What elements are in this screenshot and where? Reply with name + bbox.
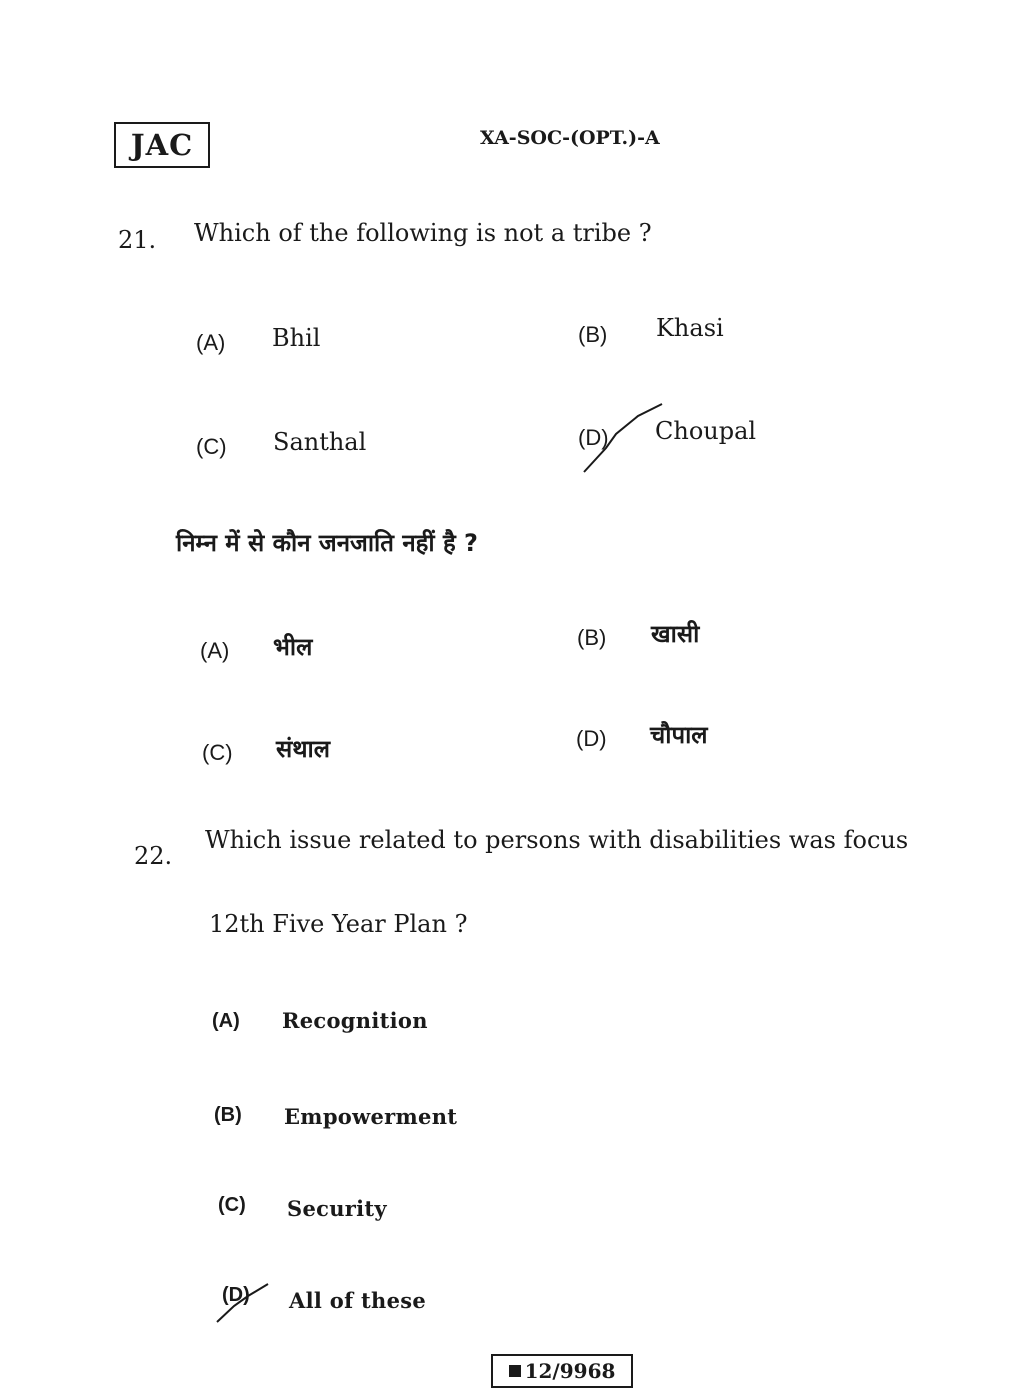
q21-hindi-option-b-text: खासी [651,620,700,648]
q21-option-a-text: Bhil [272,324,321,352]
q21-option-c-text: Santhal [273,428,367,456]
q21-hindi-option-c-text: संथाल [276,735,331,763]
question-21-text: Which of the following is not a tribe ? [194,219,652,247]
q22-option-b-text: Empowerment [284,1104,458,1129]
q21-hindi-option-d-label: (D) [576,726,607,751]
q21-hindi-option-a-text: भील [273,633,313,661]
q22-option-d-label: (D) [222,1284,250,1306]
q21-hindi-option-c-label: (C) [202,740,233,765]
q22-option-c-label: (C) [218,1194,246,1216]
page-code-box [491,1354,633,1388]
q21-option-d-text: Choupal [655,417,757,445]
question-21-number: 21. [118,226,157,254]
square-bullet-icon [509,1365,521,1377]
q21-option-c-label: (C) [196,434,227,459]
q21-option-b-text: Khasi [656,314,724,342]
q22-option-c-text: Security [287,1196,387,1221]
question-22-text-line2: 12th Five Year Plan ? [209,910,468,938]
q21-option-a-label: (A) [196,330,226,355]
question-22-text-line1: Which issue related to persons with disabilities was focus [205,826,909,854]
q22-answer-tick-mark [214,1280,274,1326]
q21-hindi-option-b-label: (B) [577,625,607,650]
question-21-hindi-text: निम्न में से कौन जनजाति नहीं है ? [176,529,478,557]
question-22-number: 22. [134,842,173,870]
page-code: 12/9968 [524,1359,616,1383]
q22-option-a-label: (A) [212,1010,240,1032]
q22-option-d-text: All of these [289,1288,427,1313]
paper-code: XA-SOC-(OPT.)-A [480,127,660,149]
q22-option-a-text: Recognition [282,1008,428,1033]
q22-option-b-label: (B) [214,1104,242,1126]
q21-answer-tick-mark [580,400,670,480]
q21-option-d-label: (D) [578,425,609,450]
q21-option-b-label: (B) [578,322,608,347]
q21-hindi-option-a-label: (A) [200,638,230,663]
q21-hindi-option-d-text: चौपाल [650,721,708,749]
board-logo-box: JAC [114,122,210,168]
